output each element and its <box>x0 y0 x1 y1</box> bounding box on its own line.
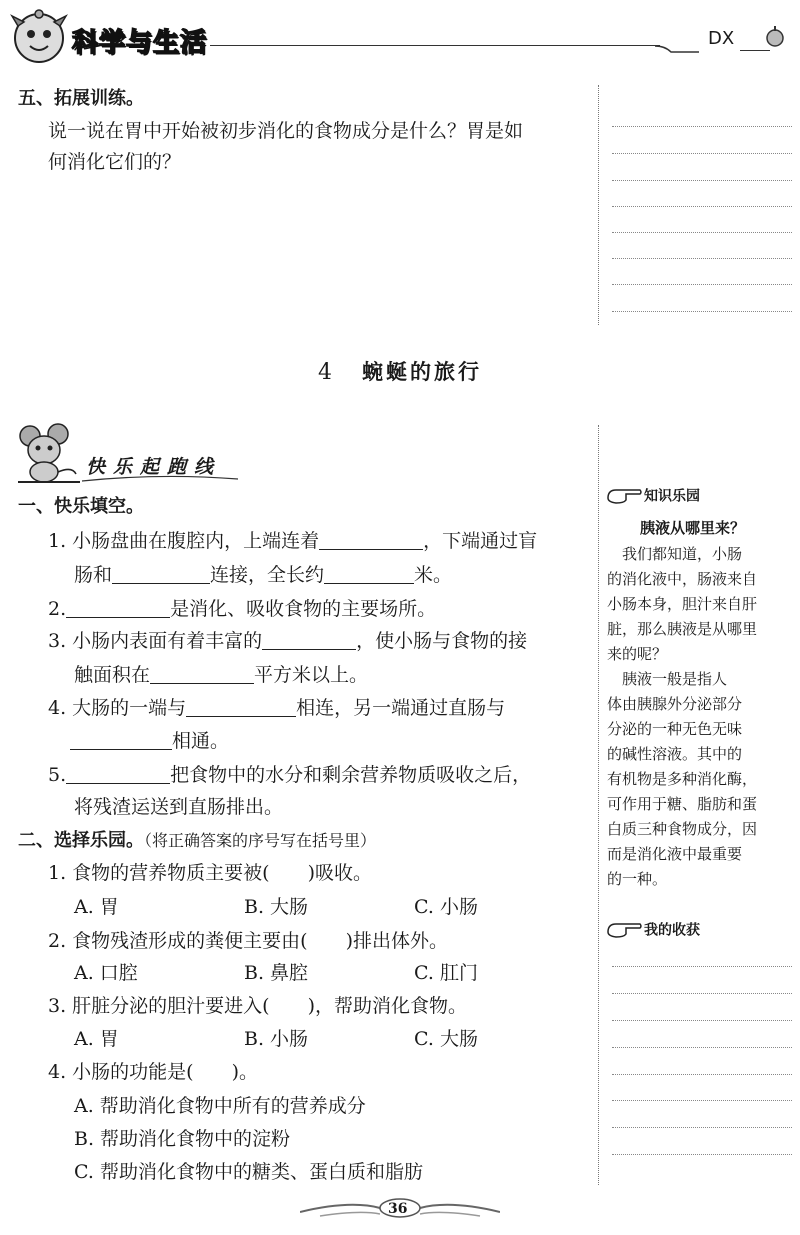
q3-line2 <box>74 665 368 685</box>
q4-text-a: 4. 大肠的一端与 <box>48 697 187 719</box>
mc-q1-option-c[interactable]: C. 小肠 <box>414 896 478 918</box>
mc-q4-option-c[interactable]: C. 帮助消化食物中的糖类、蛋白质和脂肪 <box>74 1161 423 1183</box>
part2-heading-row <box>18 831 376 850</box>
q1-text-b: ，下端通过盲 <box>423 530 538 552</box>
mc-q4: 4. 小肠的功能是( )。 <box>48 1061 258 1083</box>
q4-text-c: 相通。 <box>172 730 230 752</box>
header-rule <box>210 45 660 46</box>
q3-line1 <box>48 631 527 651</box>
knowledge-label: 知识乐园 <box>644 488 700 505</box>
chapter-name: 蜿蜒的旅行 <box>362 360 482 384</box>
mc-q3-option-a[interactable]: A. 胃 <box>74 1028 119 1050</box>
q5-text-a: 5. <box>48 764 67 786</box>
knowledge-line: 的一种。 <box>607 870 668 888</box>
chapter-title <box>0 356 800 386</box>
q3-blank-2[interactable] <box>150 665 254 684</box>
knowledge-line: 来的呢？ <box>607 645 668 663</box>
mc-q4-option-a[interactable]: A. 帮助消化食物中所有的营养成分 <box>74 1095 366 1117</box>
page-number: 36 <box>388 1201 408 1217</box>
q4-blank-1[interactable] <box>186 698 296 717</box>
q5-line2: 将残渣运送到直肠排出。 <box>74 796 284 818</box>
banner-text: 快乐起跑线 <box>86 456 222 478</box>
mc-q4-option-b[interactable]: B. 帮助消化食物中的淀粉 <box>74 1128 291 1150</box>
q4-line1 <box>48 698 505 718</box>
knowledge-line: 的消化液中，肠液来自 <box>607 570 758 588</box>
mc-q1-option-a[interactable]: A. 胃 <box>74 896 119 918</box>
part1-heading: 一、快乐填空。 <box>18 496 144 517</box>
margin-divider-top <box>598 85 599 325</box>
mc-q2-option-a[interactable]: A. 口腔 <box>74 962 138 984</box>
q5-text-b: 把食物中的水分和剩余营养物质吸收之后， <box>170 764 532 786</box>
mc-q2: 2. 食物残渣形成的粪便主要由( )排出体外。 <box>48 930 448 952</box>
q2-blank[interactable] <box>66 599 170 618</box>
section5-heading: 五、拓展训练。 <box>18 88 144 109</box>
mascot-logo-icon <box>8 8 70 68</box>
knowledge-title: 胰液从哪里来？ <box>640 519 746 537</box>
harvest-label-row <box>606 918 700 942</box>
q2-line <box>48 599 436 619</box>
q1-blank-3[interactable] <box>324 565 414 584</box>
knowledge-line: 可作用于糖、脂肪和蛋 <box>607 795 758 813</box>
mc-q2-option-b[interactable]: B. 鼻腔 <box>244 962 309 984</box>
banner-underline <box>80 470 240 484</box>
pointing-hand-icon <box>606 918 644 942</box>
q1-text-a: 1. 小肠盘曲在腹腔内，上端连着 <box>48 530 320 552</box>
q1-text-c: 肠和 <box>74 564 113 586</box>
q5-blank[interactable] <box>66 765 170 784</box>
mc-q3: 3. 肝脏分泌的胆汁要进入( )，帮助消化食物。 <box>48 995 467 1017</box>
mc-q1: 1. 食物的营养物质主要被( )吸收。 <box>48 862 372 884</box>
q3-text-c: 触面积在 <box>74 664 151 686</box>
knowledge-line: 胰液一般是指人 <box>607 670 728 688</box>
q1-line2 <box>74 565 452 585</box>
chapter-number: 4 <box>318 360 332 385</box>
q3-text-d: 平方米以上。 <box>254 664 369 686</box>
q3-blank-1[interactable] <box>262 631 356 650</box>
knowledge-line: 而是消化液中最重要 <box>607 845 743 863</box>
knowledge-line: 有机物是多种消化酶， <box>607 770 758 788</box>
header-title: 科学与生活 <box>72 28 208 58</box>
knowledge-line: 白质三种食物成分，因 <box>607 820 758 838</box>
header-rule-right <box>740 50 770 51</box>
knowledge-line: 我们都知道，小肠 <box>607 545 743 563</box>
q2-text-b: 是消化、吸收食物的主要场所。 <box>170 598 437 620</box>
mouse-mascot-icon <box>14 422 84 486</box>
mc-q3-option-b[interactable]: B. 小肠 <box>244 1028 309 1050</box>
mc-q1-option-b[interactable]: B. 大肠 <box>244 896 309 918</box>
sparkle-icon <box>762 24 788 50</box>
knowledge-label-row <box>606 484 700 508</box>
knowledge-line: 脏，那么胰液是从哪里 <box>607 620 758 638</box>
q1-text-d: 连接，全长约 <box>210 564 325 586</box>
q5-line1 <box>48 765 531 785</box>
q1-blank-1[interactable] <box>319 531 423 550</box>
knowledge-line: 小肠本身，胆汁来自肝 <box>607 595 758 613</box>
q2-text-a: 2. <box>48 598 67 620</box>
mc-q3-option-c[interactable]: C. 大肠 <box>414 1028 478 1050</box>
pointing-hand-icon <box>606 484 644 508</box>
harvest-label: 我的收获 <box>644 922 700 939</box>
knowledge-body <box>607 542 795 892</box>
part2-note: （将正确答案的序号写在括号里） <box>144 831 377 850</box>
part2-heading: 二、选择乐园。 <box>18 830 144 851</box>
q1-text-e: 米。 <box>414 564 453 586</box>
knowledge-line: 分泌的一种无色无味 <box>607 720 743 738</box>
q4-blank-2[interactable] <box>70 731 172 750</box>
knowledge-line: 体由胰腺外分泌部分 <box>607 695 743 713</box>
q1-line1 <box>48 531 537 551</box>
q4-text-b: 相连，另一端通过直肠与 <box>296 697 506 719</box>
header-rule-dip <box>655 40 705 54</box>
knowledge-line: 的碱性溶液。其中的 <box>607 745 743 763</box>
section5-text-line1: 说一说在胃中开始被初步消化的食物成分是什么？胃是如 <box>48 120 524 142</box>
q4-line2 <box>70 731 229 751</box>
margin-divider-bottom <box>598 425 599 1185</box>
mc-q2-option-c[interactable]: C. 肛门 <box>414 962 478 984</box>
header-code: DX <box>708 28 735 49</box>
q1-blank-2[interactable] <box>112 565 210 584</box>
q3-text-b: ，使小肠与食物的接 <box>356 630 528 652</box>
section5-text-line2: 何消化它们的？ <box>48 151 182 173</box>
q3-text-a: 3. 小肠内表面有着丰富的 <box>48 630 263 652</box>
